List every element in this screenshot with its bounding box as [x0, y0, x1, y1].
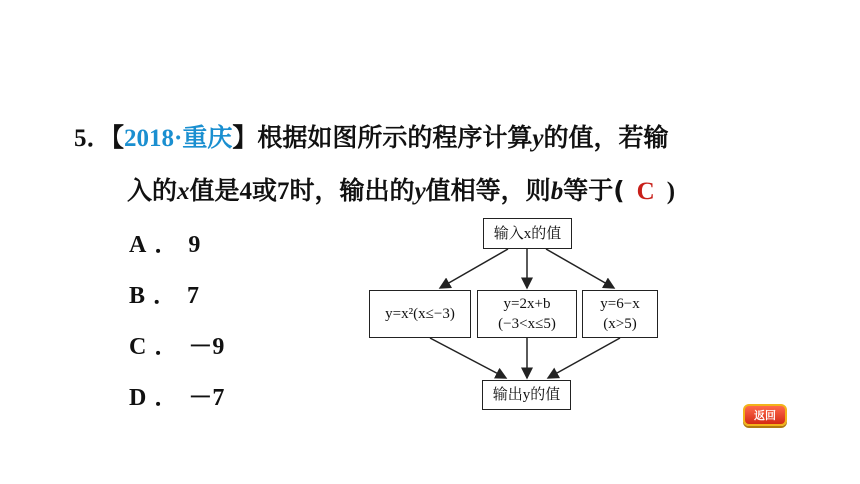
variable-b: b [550, 178, 564, 205]
option-letter: A [129, 232, 147, 258]
output-box-label: 输出y的值 [492, 387, 561, 403]
variable-y-2: y [414, 178, 426, 205]
question-text-2: 的值，若输 [543, 123, 669, 152]
question-text-3: 入的 [127, 176, 178, 205]
question-text-6: 时，输出的 [289, 176, 415, 205]
flowchart-case-middle [477, 290, 577, 338]
option-letter: C [129, 334, 147, 360]
case-left-formula: y=x²(x≤−3) [385, 306, 455, 322]
option-c[interactable]: C ． －9 [129, 334, 225, 360]
variable-y: y [532, 125, 544, 152]
close-paren: ) [666, 178, 676, 205]
arrow-left-to-output [430, 338, 506, 378]
input-box-label: 输入x的值 [493, 225, 562, 242]
question-text-5: 或 [252, 176, 278, 205]
option-value: －9 [188, 334, 225, 360]
option-b[interactable]: B ． 7 [129, 283, 200, 309]
option-letter: D [129, 385, 147, 411]
flowchart-case-right [582, 290, 658, 338]
case-right-formula: y=6−x [600, 296, 640, 312]
source-close-bracket: 】 [232, 123, 258, 152]
arrow-input-to-left [440, 249, 508, 288]
case-middle-formula: y=2x+b [503, 296, 551, 312]
case-right-condition: (x>5) [603, 316, 637, 332]
option-value: －7 [188, 385, 225, 411]
flowchart-output-box [482, 380, 571, 410]
question-text-1: 根据如图所示的程序计算 [257, 123, 533, 152]
question-text-8: 等于( [563, 176, 625, 205]
return-button[interactable]: 返回 [743, 404, 787, 426]
option-d[interactable]: D ． －7 [129, 385, 225, 411]
flowchart-input-box [483, 218, 572, 249]
question-text-7: 值相等，则 [425, 176, 551, 205]
arrow-input-to-right [546, 249, 614, 288]
option-value: 9 [188, 232, 201, 258]
question-line-1 [74, 118, 669, 154]
option-letter: B [129, 283, 146, 309]
option-a[interactable]: A ． 9 [129, 232, 201, 258]
question-line-2 [127, 171, 675, 207]
question-source: 2018·重庆 [124, 125, 233, 152]
option-value: 7 [187, 283, 200, 309]
value-7: 7 [277, 178, 290, 205]
arrow-right-to-output [548, 338, 620, 378]
question-text-4: 值是 [189, 176, 240, 205]
flowchart-case-left [369, 290, 471, 338]
question-number: 5． [74, 125, 112, 152]
answer: C [636, 178, 655, 205]
variable-x: x [177, 178, 190, 205]
case-middle-condition: (−3<x≤5) [498, 316, 556, 332]
value-4: 4 [239, 178, 253, 205]
source-open-bracket: 【 [111, 123, 125, 152]
